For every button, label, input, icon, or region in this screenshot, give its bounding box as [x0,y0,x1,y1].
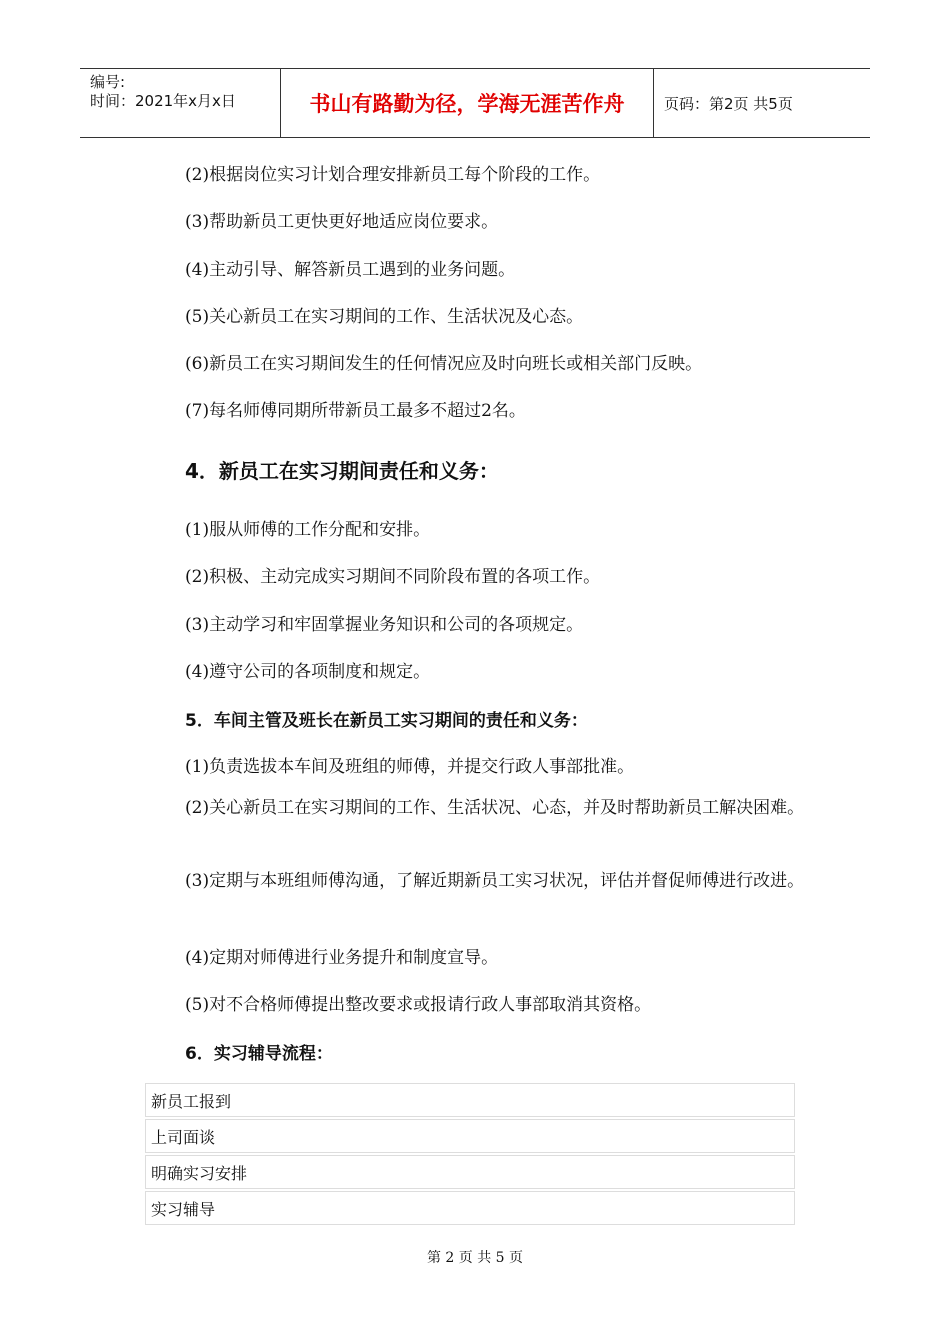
page-footer: 第 2 页 共 5 页 [426,1250,524,1266]
header-page-info: 页码：第2页 共5页 [664,94,793,113]
list-item: (1)服从师傅的工作分配和安排。 [185,520,431,540]
list-item: (7)每名师傅同期所带新员工最多不超过2名。 [185,401,526,421]
list-item: (4)遵守公司的各项制度和规定。 [185,662,431,682]
list-item: (4)定期对师傅进行业务提升和制度宣导。 [185,948,499,968]
list-item: (5)对不合格师傅提出整改要求或报请行政人事部取消其资格。 [185,995,652,1015]
flow-step: 实习辅导 [145,1191,795,1225]
flow-step: 新员工报到 [145,1083,795,1117]
header-motto: 书山有路勤为径，学海无涯苦作舟 [281,69,654,137]
list-item: (3)主动学习和牢固掌握业务知识和公司的各项规定。 [185,615,584,635]
list-item: (2)关心新员工在实习期间的工作、生活状况、心态，并及时帮助新员工解决困难。 [185,798,805,818]
list-item: (6)新员工在实习期间发生的任何情况应及时向班长或相关部门反映。 [185,354,703,374]
list-item: (3)帮助新员工更快更好地适应岗位要求。 [185,212,499,232]
list-item: (2)根据岗位实习计划合理安排新员工每个阶段的工作。 [185,165,601,185]
list-item: (2)积极、主动完成实习期间不同阶段布置的各项工作。 [185,567,601,587]
section-heading: 4．新员工在实习期间责任和义务： [185,459,499,483]
flow-step: 上司面谈 [145,1119,795,1153]
flow-table [145,1083,795,1227]
header-time-label: 时间：2021年x月x日 [90,92,236,110]
flow-step: 明确实习安排 [145,1155,795,1189]
section-heading: 5．车间主管及班长在新员工实习期间的责任和义务： [185,711,588,731]
list-item: (4)主动引导、解答新员工遇到的业务问题。 [185,260,516,280]
list-item: (1)负责选拔本车间及班组的师傅，并提交行政人事部批准。 [185,757,635,777]
list-item: (3)定期与本班组师傅沟通，了解近期新员工实习状况，评估并督促师傅进行改进。 [185,871,805,891]
header-number-label: 编号: [90,73,126,91]
page-header [80,68,870,138]
header-meta [80,69,281,137]
list-item: (5)关心新员工在实习期间的工作、生活状况及心态。 [185,307,584,327]
section-heading: 6．实习辅导流程： [185,1044,333,1064]
